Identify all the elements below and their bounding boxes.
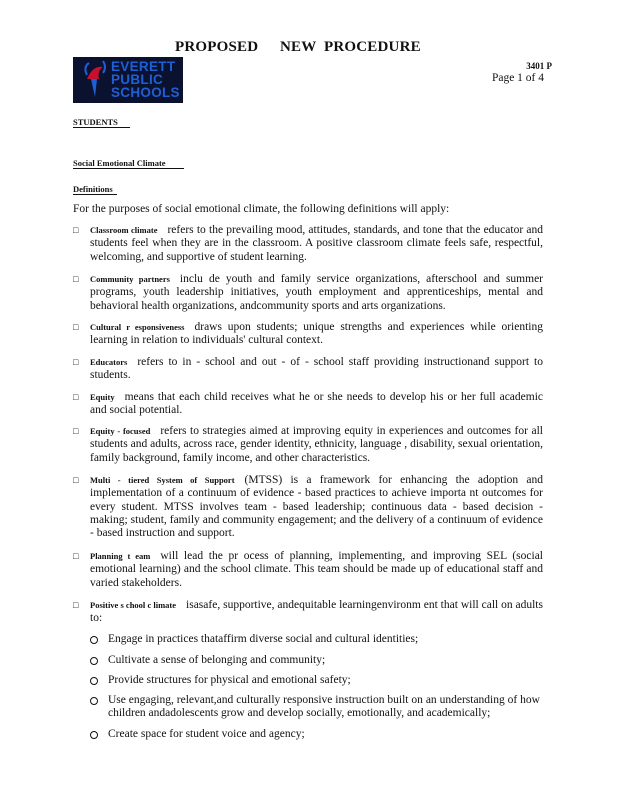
bullet-icon: □ [73, 600, 79, 610]
policy-number: 3401 P [526, 61, 552, 71]
definition-term: Educators [90, 357, 128, 367]
definition-item [73, 550, 543, 590]
definition-text: refers to strategies aimed at improving equity in experiences and outcomes for all students and adults, across race, gender identity, ethnicity, language , disability, sexual orientation, family background, family income, and other characteristics. [90, 425, 543, 464]
definition-text: (MTSS) is a framework for enhancing the adoption and implementation of a continuum of evidence - based practices to achieve importa nt outcomes for every student. MTSS involves team - based leadership; continuous data - based decision - making; student, family and community engagement; and the delivery of a continuum of evidence - based instruction and support. [90, 474, 543, 540]
bullet-icon: □ [73, 426, 79, 436]
title-word-new: NEW [280, 39, 317, 55]
definition-item [73, 425, 543, 465]
definition-term: Equity [90, 392, 115, 402]
list-item [90, 633, 540, 646]
list-item [90, 654, 540, 667]
definition-item [73, 599, 543, 626]
definition-item [73, 321, 543, 348]
circle-bullet-icon [90, 697, 98, 705]
circle-bullet-icon [90, 731, 98, 739]
definition-text: means that each child receives what he or she needs to develop his or her full academic and social potential. [90, 391, 543, 417]
title-word-procedure: PROCEDURE [324, 39, 421, 55]
section-heading: STUDENTS [73, 117, 130, 128]
definition-text: inclu de youth and family service organizations, afterschool and summer programs, youth leadership initiatives, youth employment and apprenticeships, mental and behavioral health organizations, andcommunity sports and arts organizations. [90, 273, 544, 312]
page-number: Page 1 of 4 [491, 72, 544, 84]
district-logo [73, 57, 183, 103]
bullet-icon: □ [73, 551, 79, 561]
definition-term: Multi - tiered System of Support [90, 475, 235, 485]
logo-text-everett: EVERETT [111, 59, 176, 74]
bullet-icon: □ [73, 322, 79, 332]
list-item-text: Cultivate a sense of belonging and community; [108, 654, 326, 666]
definition-text: refers to in - school and out - of - school staff providing instructionand support to students. [90, 356, 543, 382]
list-item-text: Create space for student voice and agency; [108, 728, 305, 740]
bullet-icon: □ [73, 274, 79, 284]
definition-item [73, 273, 543, 313]
logo-text-public: PUBLIC [111, 72, 164, 87]
bullet-icon: □ [73, 475, 79, 485]
bullet-icon: □ [73, 357, 79, 367]
definition-text: draws upon students; unique strengths and experiences while orienting learning in relation to individuals' cultural context. [90, 321, 543, 347]
subject-heading: Social Emotional Climate [73, 158, 184, 169]
definition-text: will lead the pr ocess of planning, implementing, and improving SEL (social emotional learning) and the school climate. This team should be made up of educational staff and varied stakeholders. [90, 550, 543, 589]
definitions-heading: Definitions [73, 184, 117, 195]
definition-item [73, 474, 543, 540]
definition-term: Positive s chool c limate [90, 600, 177, 610]
definition-text: refers to the prevailing mood, attitudes, standards, and tone that the educator and students feel when they are in the classroom. A positive classroom climate feels safe, respectful, welcoming, and supportive of student learning. [90, 224, 543, 263]
circle-bullet-icon [90, 657, 98, 665]
list-item-text: Provide structures for physical and emotional safety; [108, 674, 351, 686]
list-item [90, 728, 540, 741]
logo-text-schools: SCHOOLS [111, 85, 180, 100]
definition-item [73, 391, 543, 418]
definition-term: Cultural r esponsiveness [90, 322, 185, 332]
definition-item [73, 224, 543, 264]
circle-bullet-icon [90, 677, 98, 685]
definition-term: Planning t eam [90, 551, 151, 561]
list-item-text: Engage in practices thataffirm diverse social and cultural identities; [108, 633, 419, 645]
list-item [90, 694, 540, 721]
circle-bullet-icon [90, 636, 98, 644]
definition-term: Classroom climate [90, 225, 158, 235]
list-item-text: Use engaging, relevant,and culturally responsive instruction built on an understanding of how children andadolescents grow and develop socially, emotionally, and academically; [108, 694, 540, 720]
list-item [90, 674, 540, 687]
definition-term: Community partners [90, 274, 170, 284]
definition-item [73, 356, 543, 383]
bullet-icon: □ [73, 392, 79, 402]
definition-term: Equity - focused [90, 426, 151, 436]
definition-text: isasafe, supportive, andequitable learningenvironm ent that will call on adults to: [90, 599, 543, 625]
bullet-icon: □ [73, 225, 79, 235]
title-word-proposed: PROPOSED [175, 39, 259, 55]
definitions-intro: For the purposes of social emotional climate, the following definitions will apply: [73, 203, 450, 215]
